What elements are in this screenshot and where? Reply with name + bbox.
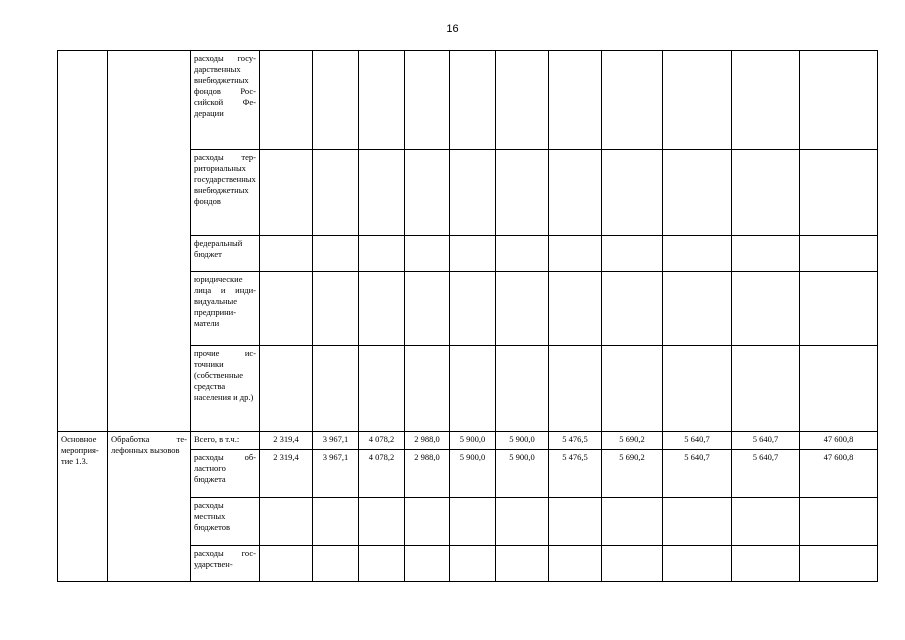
value-cell: [496, 546, 549, 582]
value-cell: [313, 272, 359, 346]
value-cell: [359, 498, 405, 546]
table-row: [58, 432, 878, 450]
value-cell: [602, 498, 663, 546]
value-cell: 3 967,1: [313, 450, 359, 498]
value-cell: [602, 236, 663, 272]
value-cell: [260, 346, 313, 432]
value-cell: [450, 498, 496, 546]
value-cell: [450, 546, 496, 582]
value-cell: [663, 498, 732, 546]
value-cell: 5 476,5: [549, 432, 602, 450]
value-cell: [260, 546, 313, 582]
value-cell: 2 319,4: [260, 432, 313, 450]
value-cell: 5 640,7: [663, 450, 732, 498]
value-cell: 5 476,5: [549, 450, 602, 498]
value-cell: [405, 150, 450, 236]
value-cell: [732, 236, 800, 272]
funding-source-cell: расходы государствен-: [191, 546, 260, 582]
value-cell: [260, 236, 313, 272]
value-cell: 5 640,7: [663, 432, 732, 450]
value-cell: [450, 236, 496, 272]
table-row: [58, 51, 878, 150]
funding-source-cell: расходы областного бюджета: [191, 450, 260, 498]
value-cell: [663, 150, 732, 236]
value-cell: [732, 150, 800, 236]
value-cell: [313, 546, 359, 582]
value-cell: [800, 546, 878, 582]
value-cell: [602, 150, 663, 236]
value-cell: [450, 272, 496, 346]
value-cell: [405, 272, 450, 346]
value-cell: [602, 546, 663, 582]
value-cell: [496, 498, 549, 546]
value-cell: [602, 346, 663, 432]
value-cell: 5 900,0: [496, 432, 549, 450]
value-cell: [359, 150, 405, 236]
value-cell: [663, 546, 732, 582]
value-cell: [496, 272, 549, 346]
value-cell: [800, 51, 878, 150]
funding-source-cell: Всего, в т.ч.:: [191, 432, 260, 450]
value-cell: [549, 51, 602, 150]
value-cell: [549, 150, 602, 236]
funding-source-cell: расходы местных бюджетов: [191, 498, 260, 546]
value-cell: [496, 51, 549, 150]
value-cell: 2 988,0: [405, 450, 450, 498]
budget-table: [57, 50, 878, 582]
value-cell: [549, 546, 602, 582]
value-cell: [359, 546, 405, 582]
value-cell: [260, 150, 313, 236]
value-cell: [549, 272, 602, 346]
funding-source-cell: расходы территориальных государственных внебюджетных фондов: [191, 150, 260, 236]
value-cell: [732, 272, 800, 346]
status-cell: [58, 51, 108, 432]
measure-name-cell: [108, 51, 191, 432]
value-cell: [663, 272, 732, 346]
value-cell: 4 078,2: [359, 450, 405, 498]
value-cell: [359, 51, 405, 150]
value-cell: 5 900,0: [450, 450, 496, 498]
value-cell: [732, 51, 800, 150]
value-cell: [313, 346, 359, 432]
measure-name-cell: Обработка телефонных вызовов: [108, 432, 191, 582]
value-cell: 47 600,8: [800, 432, 878, 450]
value-cell: [450, 51, 496, 150]
funding-source-cell: прочие источники (собственные средства населения и др.): [191, 346, 260, 432]
value-cell: [260, 272, 313, 346]
value-cell: 5 690,2: [602, 432, 663, 450]
value-cell: [732, 346, 800, 432]
value-cell: [496, 236, 549, 272]
value-cell: [549, 498, 602, 546]
value-cell: [405, 346, 450, 432]
value-cell: [260, 51, 313, 150]
value-cell: [663, 51, 732, 150]
funding-source-cell: федеральный бюджет: [191, 236, 260, 272]
value-cell: [602, 51, 663, 150]
value-cell: [800, 236, 878, 272]
value-cell: [549, 236, 602, 272]
value-cell: [496, 346, 549, 432]
value-cell: [405, 236, 450, 272]
value-cell: 5 900,0: [450, 432, 496, 450]
value-cell: 2 988,0: [405, 432, 450, 450]
value-cell: [800, 498, 878, 546]
value-cell: [313, 498, 359, 546]
value-cell: 5 640,7: [732, 450, 800, 498]
value-cell: [496, 150, 549, 236]
value-cell: [602, 272, 663, 346]
value-cell: [405, 546, 450, 582]
value-cell: [663, 346, 732, 432]
value-cell: [313, 150, 359, 236]
value-cell: [359, 346, 405, 432]
value-cell: 4 078,2: [359, 432, 405, 450]
table-body: [58, 51, 878, 582]
value-cell: [663, 236, 732, 272]
value-cell: 47 600,8: [800, 450, 878, 498]
value-cell: 2 319,4: [260, 450, 313, 498]
value-cell: [313, 236, 359, 272]
value-cell: [359, 272, 405, 346]
value-cell: [732, 546, 800, 582]
value-cell: [405, 498, 450, 546]
value-cell: [313, 51, 359, 150]
value-cell: 5 690,2: [602, 450, 663, 498]
value-cell: 3 967,1: [313, 432, 359, 450]
value-cell: [450, 150, 496, 236]
value-cell: [732, 498, 800, 546]
page-number: 16: [446, 23, 459, 35]
value-cell: [800, 272, 878, 346]
value-cell: [800, 346, 878, 432]
value-cell: [405, 51, 450, 150]
value-cell: [450, 346, 496, 432]
funding-source-cell: юридические лица и индивидуальные предприниматели: [191, 272, 260, 346]
value-cell: [800, 150, 878, 236]
value-cell: [549, 346, 602, 432]
value-cell: 5 900,0: [496, 450, 549, 498]
funding-source-cell: расходы государственных внебюджетных фондов Российской Федерации: [191, 51, 260, 150]
value-cell: [359, 236, 405, 272]
status-cell: Основное мероприятие 1.3.: [58, 432, 108, 582]
value-cell: [260, 498, 313, 546]
value-cell: 5 640,7: [732, 432, 800, 450]
